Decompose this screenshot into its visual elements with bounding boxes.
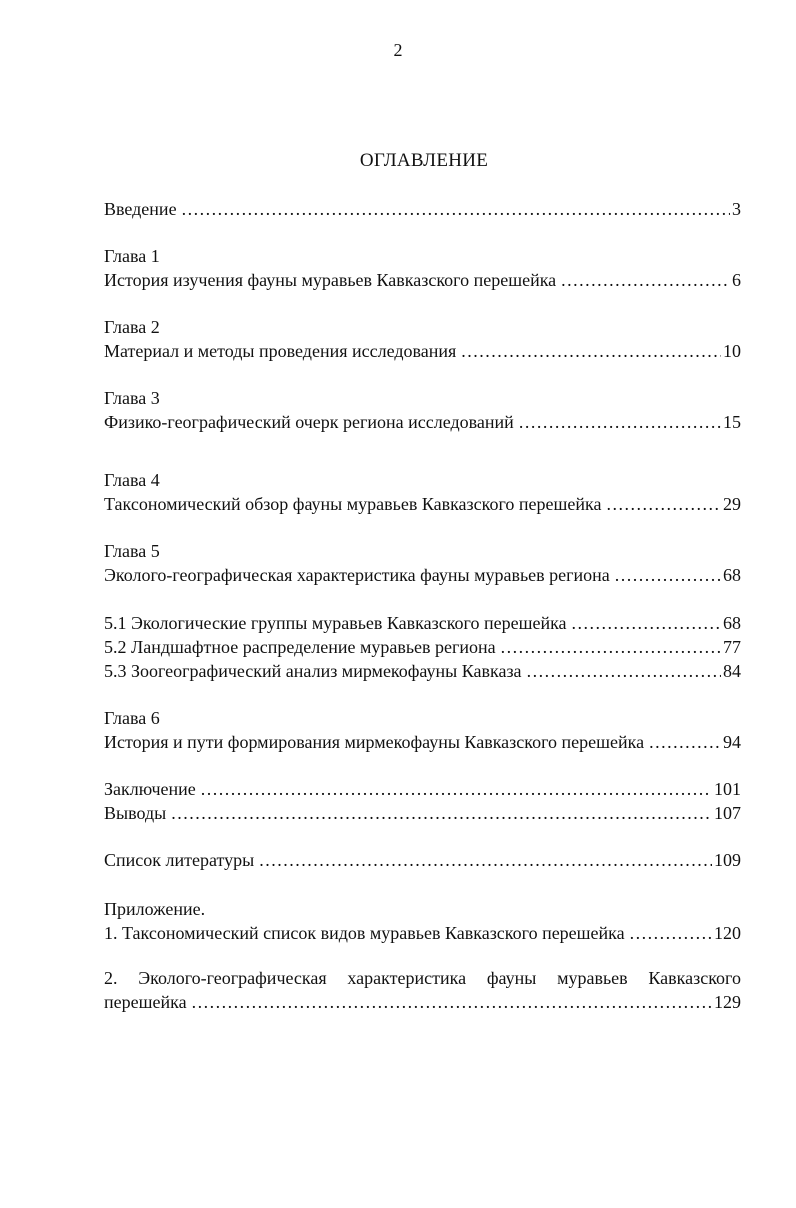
toc-entry-text: История и пути формирования мирмекофауны Кавказского перешейка	[104, 732, 645, 752]
dot-leader	[501, 635, 721, 659]
toc-subsections-chapter-5	[104, 611, 741, 683]
toc-entry-text: 1. Таксономический список видов муравьев Кавказского перешейка	[104, 923, 625, 943]
toc-entry-text: 5.1 Экологические группы муравьев Кавказского перешейка	[104, 613, 567, 633]
dot-leader	[171, 801, 712, 825]
toc-appendix-item-2	[104, 966, 741, 1014]
dot-leader	[201, 777, 712, 801]
toc-entry-text: 5.3 Зоогеографический анализ мирмекофауны Кавказа	[104, 661, 522, 681]
toc-entry-chapter-6	[104, 706, 741, 754]
toc-entry-page: 109	[714, 850, 741, 870]
toc-entry-chapter-3	[104, 386, 741, 434]
toc-entry-page: 10	[723, 341, 741, 361]
toc-entry-appendix	[104, 897, 741, 945]
toc-entry-text: Эколого-географическая характеристика фауны муравьев региона	[104, 565, 610, 585]
toc-subsection	[104, 635, 741, 659]
dot-leader	[572, 611, 721, 635]
dot-leader	[519, 410, 721, 434]
toc-entry-page: 15	[723, 412, 741, 432]
dot-leader	[649, 730, 721, 754]
toc-entry-text: Заключение	[104, 779, 196, 799]
chapter-heading: Глава 4	[104, 470, 160, 490]
toc-appendix-item-1	[104, 921, 741, 945]
dot-leader	[630, 921, 712, 945]
toc-entry-page: 6	[732, 270, 741, 290]
page-number: 2	[393, 40, 403, 60]
toc-entry-text: Материал и методы проведения исследования	[104, 341, 457, 361]
chapter-heading: Глава 2	[104, 317, 160, 337]
dot-leader	[527, 659, 721, 683]
toc-entry-page: 68	[723, 565, 741, 585]
dot-leader	[606, 492, 721, 516]
toc-entry-text: 2. Эколого-географическая характеристика фауны муравьев Кавказского	[104, 968, 741, 988]
chapter-heading: Глава 3	[104, 388, 160, 408]
toc-entry-page: 107	[714, 803, 741, 823]
toc-entry-page: 77	[723, 637, 741, 657]
toc-entry-text: Таксономический обзор фауны муравьев Кавказского перешейка	[104, 494, 602, 514]
toc-entry-page: 129	[714, 992, 741, 1012]
dot-leader	[461, 339, 721, 363]
chapter-heading: Глава 1	[104, 246, 160, 266]
toc-entry-page: 101	[714, 779, 741, 799]
chapter-heading: Глава 5	[104, 541, 160, 561]
toc-entry-page: 68	[723, 613, 741, 633]
dot-leader	[182, 197, 730, 221]
dot-leader	[192, 990, 712, 1014]
toc-entry-page: 3	[732, 199, 741, 219]
page-title: ОГЛАВЛЕНИЕ	[359, 150, 489, 171]
toc-entry-chapter-4	[104, 468, 741, 516]
toc-entry-findings	[104, 801, 741, 825]
toc-entry-chapter-2	[104, 315, 741, 363]
toc-entry-text-continued: перешейка	[104, 992, 187, 1012]
toc-entry-text: Выводы	[104, 803, 167, 823]
toc-subsection	[104, 611, 741, 635]
toc-entry-chapter-5	[104, 539, 741, 587]
dot-leader	[259, 848, 712, 872]
toc-entry-page: 120	[714, 923, 741, 943]
toc-entry-text: История изучения фауны муравьев Кавказского перешейка	[104, 270, 557, 290]
toc-entry-page: 94	[723, 732, 741, 752]
toc-entry-page: 84	[723, 661, 741, 681]
appendix-heading: Приложение.	[104, 899, 206, 919]
toc-entry-references	[104, 848, 741, 872]
toc-entry-text: Список литературы	[104, 850, 255, 870]
toc-entry-page: 29	[723, 494, 741, 514]
toc-entry-conclusion-group	[104, 777, 741, 825]
dot-leader	[615, 563, 721, 587]
toc-entry-intro	[104, 197, 741, 221]
toc-entry-text: Физико-географический очерк региона исследований	[104, 412, 514, 432]
toc-entry-conclusion	[104, 777, 741, 801]
toc-entry-text: Введение	[104, 199, 177, 219]
dot-leader	[561, 268, 730, 292]
toc-entry-text: 5.2 Ландшафтное распределение муравьев региона	[104, 637, 496, 657]
toc-entry-chapter-1	[104, 244, 741, 292]
chapter-heading: Глава 6	[104, 708, 160, 728]
toc-subsection	[104, 659, 741, 683]
